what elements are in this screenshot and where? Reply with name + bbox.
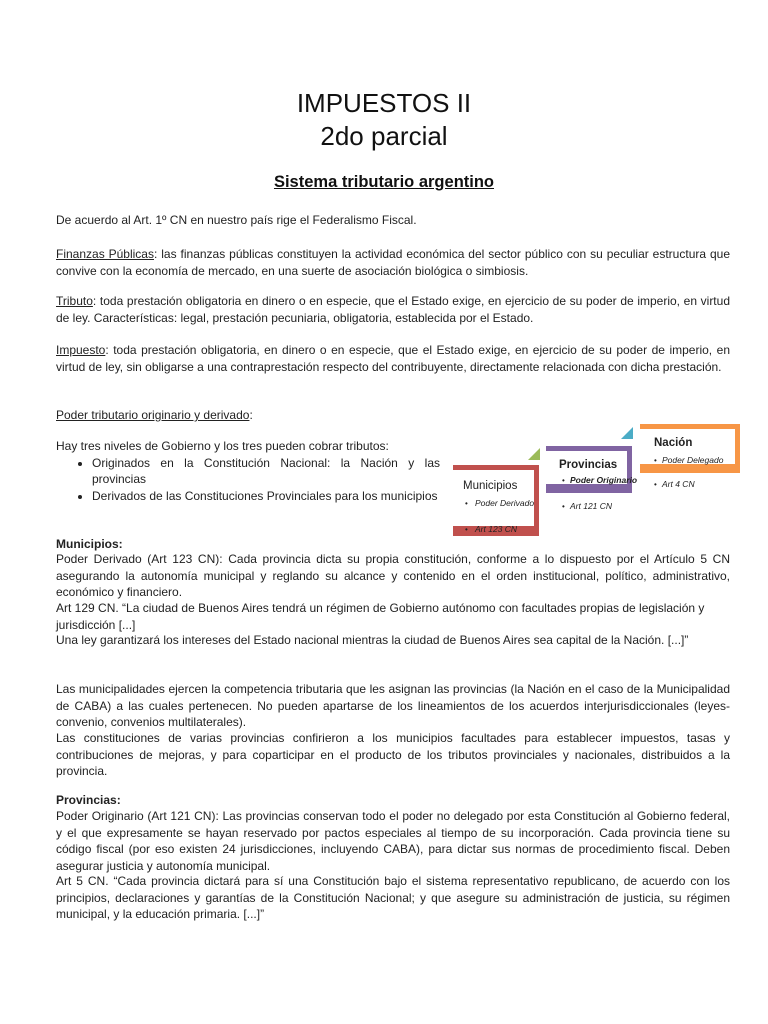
finanzas-paragraph (56, 246, 730, 279)
provincias-bullet-1: Poder Originario (570, 475, 638, 485)
municipios-paragraph-5: Las constituciones de varias provincias confirieron a los municipios facultades para establecer impuestos, tasas y contribuciones de mejoras, y para coparticipar en el producto de los tributos provinciales y nacionales, distribuidos a la provincia. (56, 731, 730, 779)
niveles-intro: Hay tres niveles de Gobierno y los tres pueden cobrar tributos: (56, 439, 389, 453)
blue-triangle-icon (621, 427, 633, 439)
provincias-paragraph-1: Poder Originario (Art 121 CN): Las provincias conservan todo el poder no delegado por esta Constitución al Gobierno federal, y el que expresamente se hayan reservado por pactos especiales al tiempo de su incorporación. Cada provincia tiene su código fiscal (por eso existen 24 jurisdicciones, incluyendo CABA), para dictar sus normas de procedimiento fiscal. Deben asegurar justicia y autonomía municipal. (56, 809, 730, 873)
bullet-dot: • (562, 476, 565, 485)
impuesto-term: Impuesto (56, 343, 106, 357)
bullet-dot: • (654, 480, 657, 489)
nacion-title: Nación (654, 437, 693, 449)
municipios-bullet-2: Art 123 CN (475, 524, 518, 534)
document-subtitle: 2do parcial (320, 121, 448, 151)
provincias-paragraph-2: Art 5 CN. “Cada provincia dictará para sí una Constitución bajo el sistema representativo republicano, de acuerdo con los principios, declaraciones y garantías de la Constitución Nacional; y que asegure su administración de justicia, su régimen municipal, y la educación primaria. [...]” (56, 874, 730, 922)
tributo-paragraph (56, 293, 730, 326)
provincias-title: Provincias (559, 459, 618, 471)
list-item: • Originados en la Constitución Nacional: la Nación y las provincias (92, 455, 440, 488)
green-triangle-icon (528, 448, 540, 460)
provincias-block (546, 427, 637, 511)
impuesto-paragraph (56, 342, 730, 375)
poder-suffix: : (249, 408, 253, 422)
impuesto-text: : toda prestación obligatoria, en dinero o en especie, que el Estado exige, en ejercicio de su poder de imperio, en virtud de ley, sin obligarse a una contraprestación respecto del contribuyente, directamente relacionada con dicha prestación. (56, 343, 730, 374)
niveles-block (56, 438, 440, 504)
government-levels-diagram (448, 420, 748, 540)
nacion-block (640, 424, 740, 489)
document-title: IMPUESTOS II (296, 88, 472, 118)
municipios-paragraph-2: Art 129 CN. “La ciudad de Buenos Aires tendrá un régimen de Gobierno autónomo con facultades propias de legislación y jurisdicción [...] (56, 601, 705, 632)
bullet-dot: • (465, 499, 468, 508)
municipios-paragraph-4: Las municipalidades ejercen la competencia tributaria que les asignan las provincias (la Nación en el caso de la Municipalidad de CABA) a las cuales pertenecen. No pueden apartarse de los lineamientos de los acuerdos interjurisdiccionales (leyes-convenio, convenios multilaterales). (56, 682, 730, 730)
bullet-dot: • (465, 525, 468, 534)
finanzas-text: : las finanzas públicas constituyen la actividad económica del sector público con su peculiar estructura que convive con la economía de mercado, en una suerte de asociación biológica o simbiosis. (56, 247, 730, 278)
municipios-bullet-1: Poder Derivado (475, 498, 535, 508)
nacion-bullet-2: Art 4 CN (662, 479, 695, 489)
provincias-bullet-2: Art 121 CN (570, 501, 613, 511)
niveles-list (56, 455, 440, 505)
tributo-term: Tributo (56, 294, 93, 308)
poder-term: Poder tributario originario y derivado (56, 408, 250, 422)
municipios-paragraph-1: Poder Derivado (Art 123 CN): Cada provincia dicta su propia constitución, conforme a lo dispuesto por el Artículo 5 CN asegurando la autonomía municipal y reglando su alcance y contenido en el orden institucional, político, administrativo, económico y financiero. (56, 552, 730, 600)
bullet-dot: • (654, 456, 657, 465)
nacion-bullet-1: Poder Delegado (662, 455, 724, 465)
municipios-title: Municipios (463, 480, 518, 492)
list-item: • Derivados de las Constituciones Provinciales para los municipios (92, 488, 440, 505)
finanzas-term: Finanzas Públicas (56, 247, 154, 261)
bullet-dot: • (562, 502, 565, 511)
provincias-heading: Provincias: (56, 793, 121, 807)
intro-paragraph: De acuerdo al Art. 1º CN en nuestro país rige el Federalismo Fiscal. (56, 213, 417, 227)
municipios-block (453, 448, 540, 536)
municipios-heading: Municipios: (56, 537, 123, 551)
section-title: Sistema tributario argentino (273, 173, 495, 191)
tributo-text: : toda prestación obligatoria en dinero o en especie, que el Estado exige, en ejercicio de su poder de imperio, en virtud de ley. Características: legal, prestación pecuniaria, obligatoria, establecida por el Estado. (56, 294, 730, 325)
municipios-paragraph-3: Una ley garantizará los intereses del Estado nacional mientras la ciudad de Buenos Aires sea capital de la Nación. [...]” (56, 633, 689, 647)
